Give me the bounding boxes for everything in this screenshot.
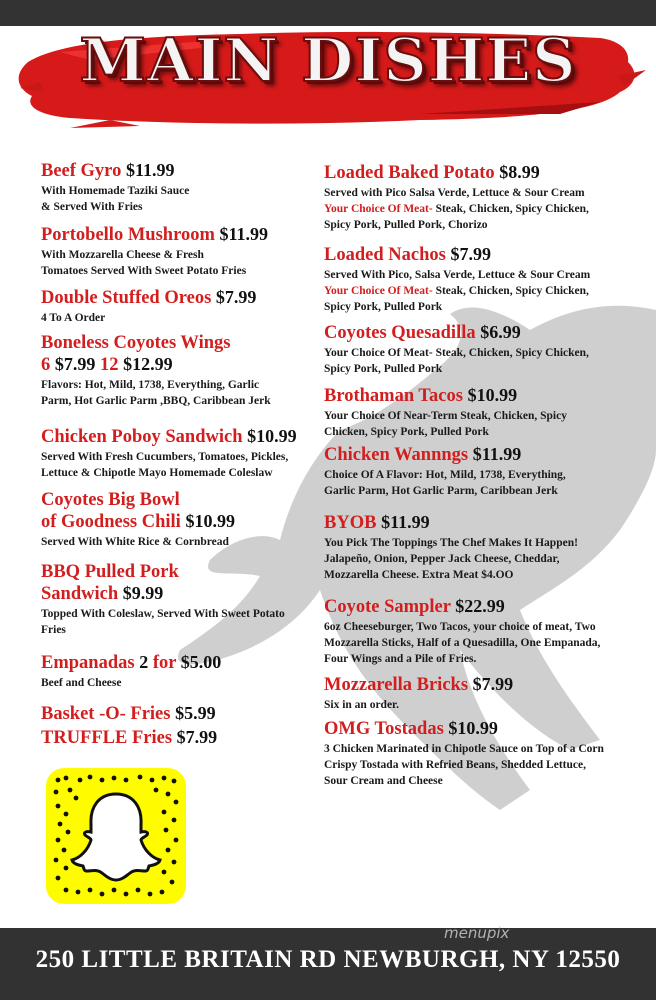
item-name: Empanadas	[41, 653, 135, 673]
menu-item-beef-gyro	[41, 160, 189, 215]
item-name-line2: of Goodness Chili	[41, 512, 181, 532]
menu-item-truffle-fries	[41, 727, 217, 749]
item-price: $11.99	[219, 224, 268, 244]
item-description: 4 To A Order	[41, 312, 106, 324]
item-price: $7.99	[176, 727, 218, 747]
item-name: Chicken Wannngs	[324, 445, 469, 465]
item-name: Loaded Baked Potato	[324, 163, 495, 183]
item-description: With Homemade Taziki Sauce & Served With Fries	[41, 185, 190, 213]
item-name: Boneless Coyotes Wings	[41, 333, 231, 353]
item-description: 6oz Cheeseburger, Two Tacos, your choice of meat, Two Mozzarella Sticks, Half of a Quesadilla, One Empanada, Four Wings and a Pile of Fries.	[324, 621, 601, 665]
menu-item-double-stuffed-oreos	[41, 287, 256, 326]
item-description: 3 Chicken Marinated in Chipotle Sauce on Top of a Corn Crispy Tostada with Refried Beans, Shedded Lettuce, Sour Cream and Cheese	[324, 743, 604, 787]
item-name: Coyotes Quesadilla	[324, 323, 476, 343]
item-description: With Mozzarella Cheese & Fresh Tomatoes Served With Sweet Potato Fries	[41, 249, 247, 277]
item-for: for	[152, 653, 177, 673]
item-price: $7.99	[450, 244, 491, 264]
item-name: Double Stuffed Oreos	[41, 288, 212, 308]
item-description: Served With White Rice & Cornbread	[41, 536, 229, 548]
item-name: OMG Tostadas	[324, 719, 444, 739]
item-price: $5.00	[180, 652, 222, 672]
menu-item-byob	[324, 512, 578, 583]
menu-item-omg-tostadas	[324, 718, 604, 789]
item-name: Basket -O- Fries	[41, 704, 171, 724]
menu-item-coyotes-quesadilla	[324, 322, 589, 377]
item-description: You Pick The Toppings The Chef Makes It Happen! Jalapeño, Onion, Pepper Jack Cheese, Cheddar, Mozzarella Cheese. Extra Meat $4.OO	[324, 537, 578, 581]
item-name: Mozzarella Bricks	[324, 675, 469, 695]
menu-item-mozzarella-bricks	[324, 674, 513, 713]
item-name: Coyote Sampler	[324, 597, 451, 617]
item-price: $10.99	[448, 718, 498, 738]
item-price: $11.99	[125, 160, 175, 180]
item-description: Served With Fresh Cucumbers, Tomatoes, Pickles, Lettuce & Chipotle Mayo Homemade Coleslaw	[41, 451, 289, 479]
item-name-line1: Coyotes Big Bowl	[41, 490, 180, 510]
menu-item-bbq-pulled-pork	[41, 562, 285, 638]
item-price: $22.99	[455, 596, 505, 616]
menu-item-empanadas	[41, 652, 221, 691]
menu-item-basket-fries	[41, 703, 216, 725]
item-description: Six in an order.	[324, 699, 399, 711]
item-price: $10.99	[247, 426, 297, 446]
menu-item-brothaman-tacos	[324, 385, 567, 440]
snapcode-qr[interactable]	[46, 768, 186, 904]
price-12: $12.99	[123, 354, 173, 374]
item-price: $5.99	[175, 703, 216, 723]
item-name-line2: Sandwich	[41, 584, 119, 604]
address-text: 250 LITTLE BRITAIN RD NEWBURGH, NY 12550	[35, 946, 621, 973]
item-price: $10.99	[467, 385, 518, 405]
menu-item-coyote-sampler	[324, 596, 600, 667]
menu-item-portobello	[41, 224, 268, 279]
menu-item-loaded-baked-potato	[324, 162, 589, 233]
item-name: Loaded Nachos	[324, 245, 446, 265]
item-description: Beef and Cheese	[41, 677, 122, 689]
item-name: TRUFFLE Fries	[41, 728, 173, 748]
item-description: Your Choice Of Near-Term Steak, Chicken, Spicy Chicken, Spicy Pork, Pulled Pork	[324, 410, 567, 438]
meat-choice-label: Your Choice Of Meat-	[324, 203, 433, 215]
menu-item-chili-bowl	[41, 490, 235, 550]
item-name: Chicken Poboy Sandwich	[41, 427, 243, 447]
item-description: Flavors: Hot, Mild, 1738, Everything, Garlic Parm, Hot Garlic Parm ,BBQ, Caribbean Jerk	[41, 379, 271, 407]
item-qty: 2	[139, 652, 149, 672]
meat-choice-label: Your Choice Of Meat-	[324, 285, 433, 297]
item-price: $8.99	[499, 162, 540, 182]
menu-item-chicken-wannngs	[324, 444, 566, 499]
size-6: 6	[41, 355, 51, 375]
item-price: $9.99	[122, 583, 164, 603]
menu-item-loaded-nachos	[324, 244, 590, 315]
item-price: $10.99	[185, 511, 235, 531]
item-description: Choice Of A Flavor: Hot, Mild, 1738, Everything, Garlic Parm, Hot Garlic Parm, Caribbean Jerk	[324, 469, 566, 497]
item-price: $11.99	[381, 512, 430, 532]
item-name: Beef Gyro	[41, 161, 122, 181]
item-description: Served with Pico Salsa Verde, Lettuce & Sour Cream Your Choice Of Meat- Steak, Chicken, Spicy Chicken, Spicy Pork, Pulled Pork, Chorizo	[324, 187, 589, 231]
size-12: 12	[100, 355, 119, 375]
item-description: Topped With Coleslaw, Served With Sweet Potato Fries	[41, 608, 285, 636]
item-price: $6.99	[480, 322, 521, 342]
snapchat-ghost-icon	[46, 768, 186, 904]
menu-item-boneless-wings	[41, 333, 271, 409]
item-price: $11.99	[472, 444, 522, 464]
menu-item-chicken-poboy	[41, 426, 297, 481]
item-description: Served With Pico, Salsa Verde, Lettuce & Sour Cream Your Choice Of Meat- Steak, Chicken, Spicy Chicken, Spicy Pork, Pulled Pork	[324, 269, 591, 313]
item-name-line1: BBQ Pulled Pork	[41, 562, 179, 582]
item-name: BYOB	[324, 513, 377, 533]
menupix-watermark: menupix	[444, 924, 510, 942]
item-price: $7.99	[215, 287, 257, 307]
page-title: MAIN DISHES	[79, 26, 577, 96]
item-price: $7.99	[472, 674, 514, 694]
item-name: Portobello Mushroom	[41, 225, 215, 245]
item-name: Brothaman Tacos	[324, 386, 463, 406]
item-description: Your Choice Of Meat- Steak, Chicken, Spicy Chicken, Spicy Pork, Pulled Pork	[324, 347, 589, 375]
price-6: $7.99	[54, 354, 96, 374]
